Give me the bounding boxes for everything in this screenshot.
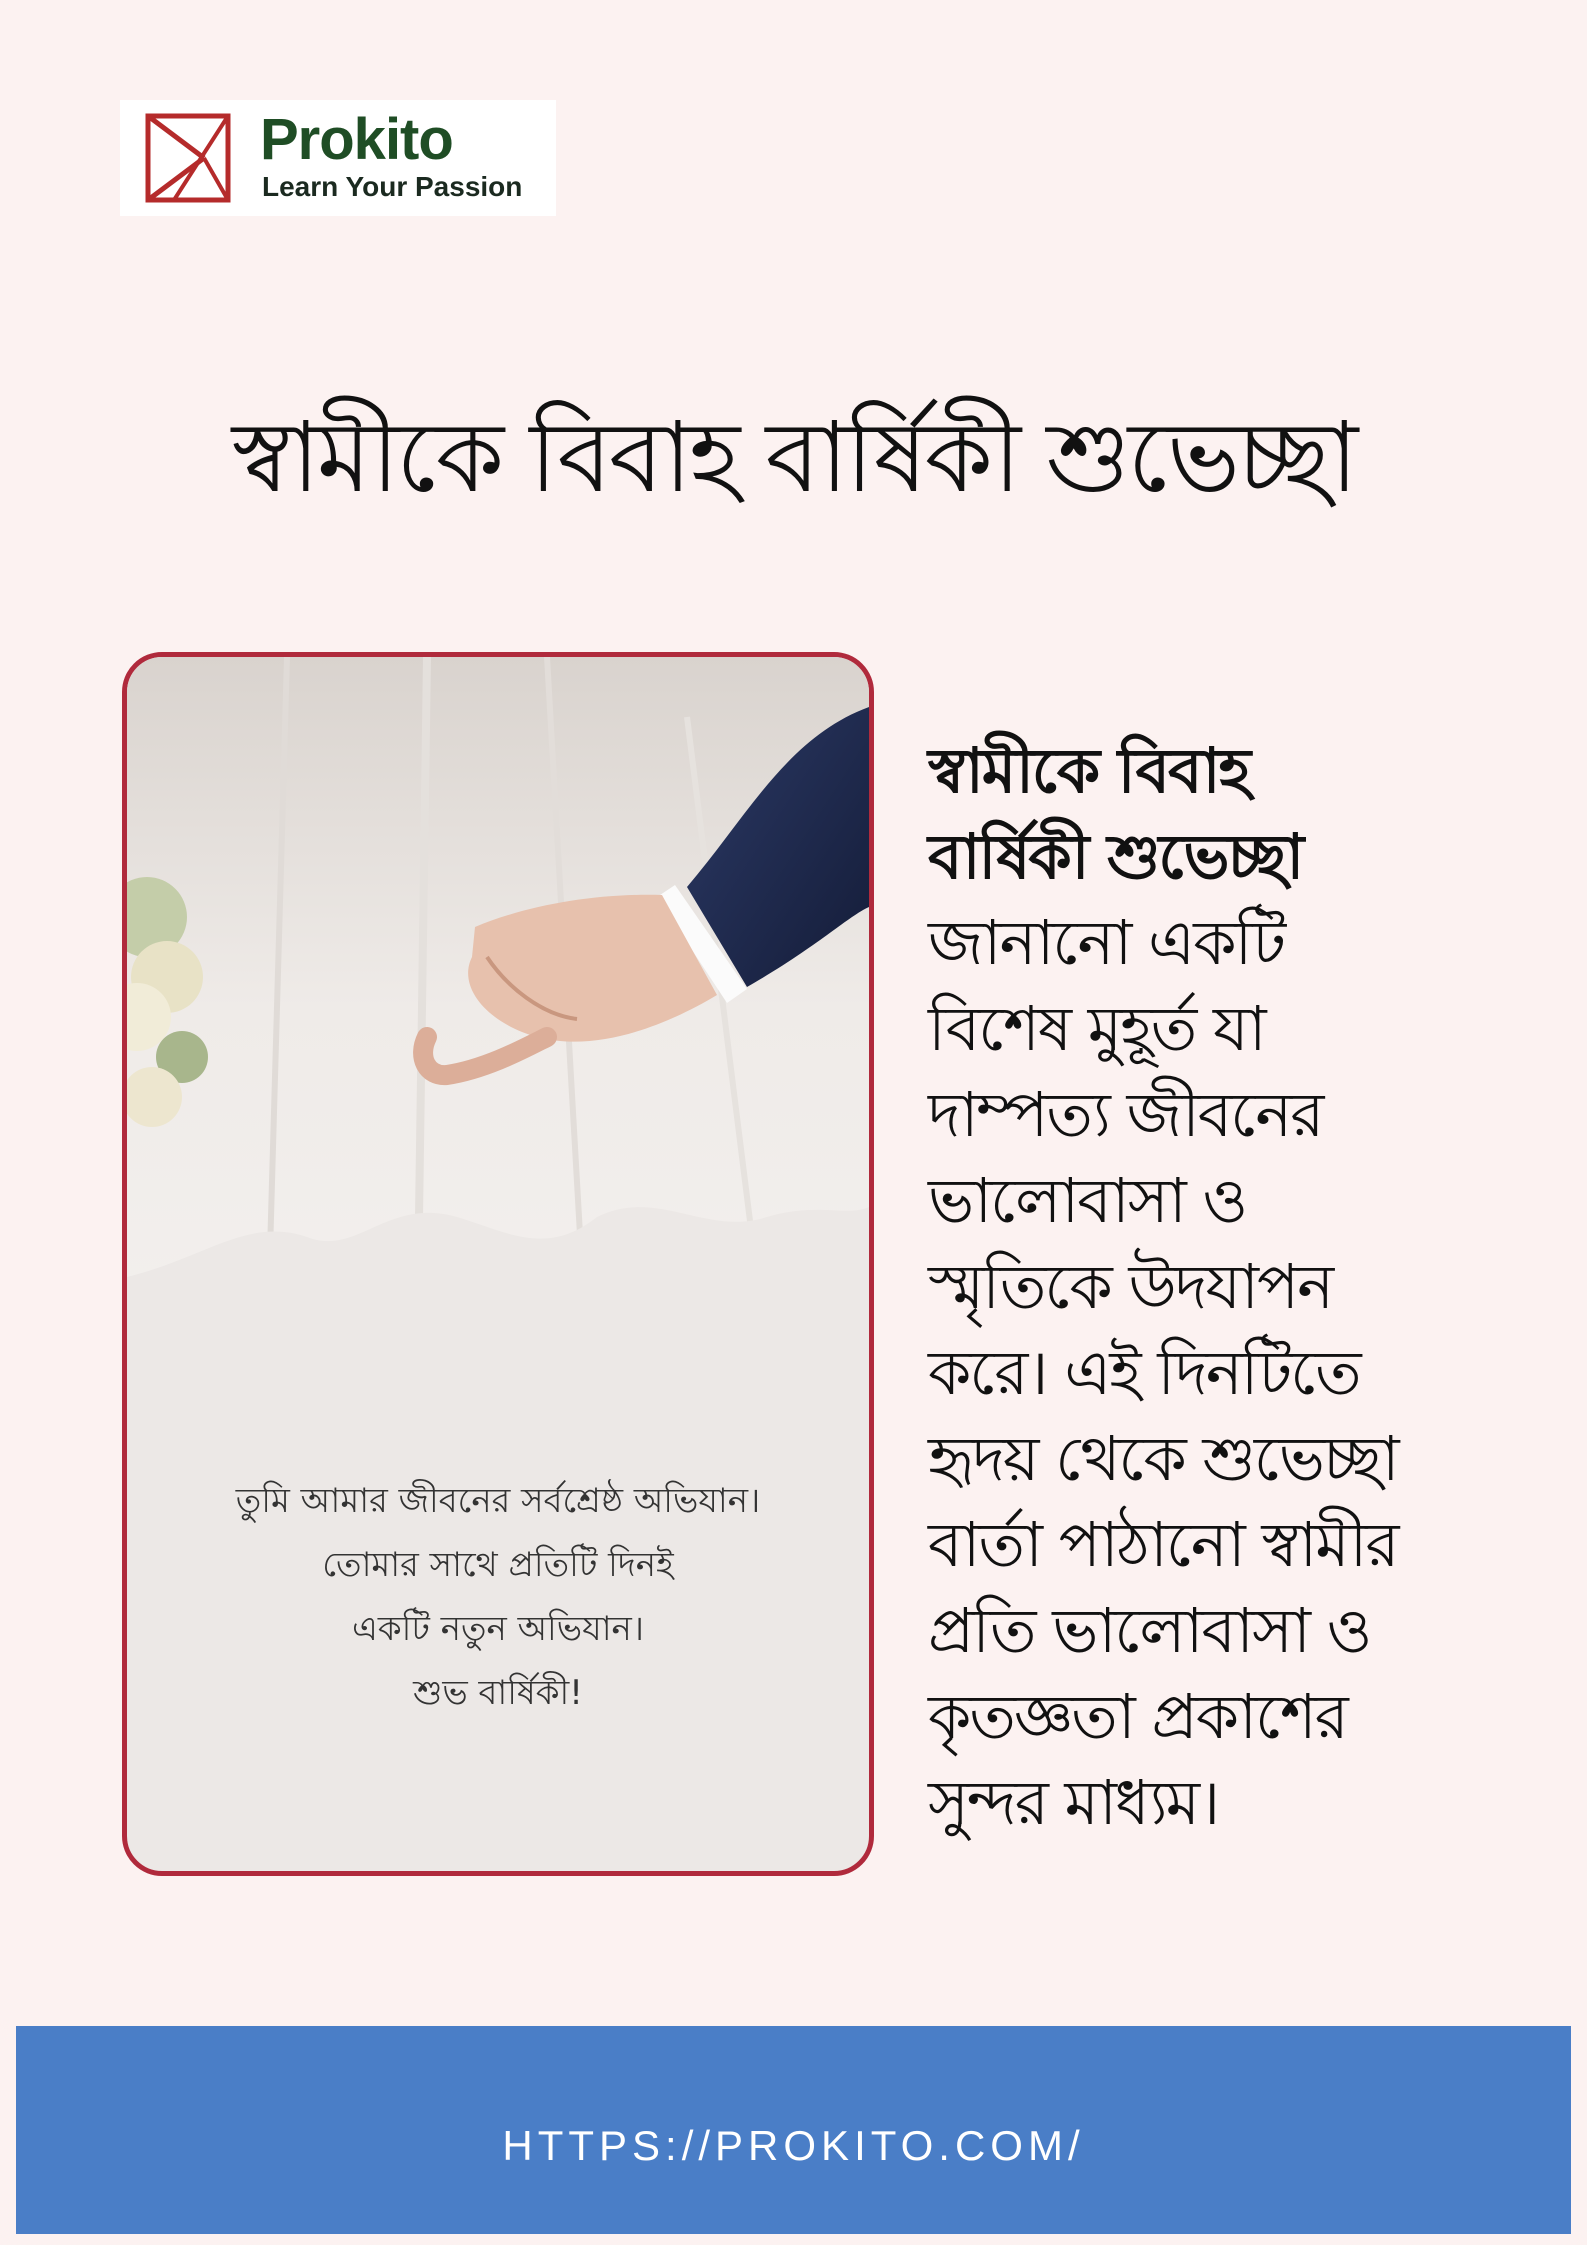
prokito-logo-icon xyxy=(144,110,234,206)
description-line: কৃতজ্ঞতা প্রকাশের xyxy=(928,1680,1347,1753)
footer-bar xyxy=(16,2026,1571,2234)
quote-card xyxy=(122,652,874,1876)
quote-line: একটি নতুন অভিযান। xyxy=(351,1609,645,1649)
description-line: বিশেষ মুহূর্ত যা xyxy=(928,992,1265,1065)
description-line: ভালোবাসা ও xyxy=(928,1164,1247,1237)
description-line: প্রতি ভালোবাসা ও xyxy=(928,1594,1371,1667)
description-line: জানানো একটি xyxy=(928,906,1285,979)
logo-tagline: Learn Your Passion xyxy=(262,171,523,202)
description-line: বার্তা পাঠানো স্বামীর xyxy=(928,1508,1398,1581)
website-link[interactable]: HTTPS://PROKITO.COM/ xyxy=(502,2122,1085,2169)
quote-line: শুভ বার্ষিকী! xyxy=(413,1673,583,1713)
prokito-logo xyxy=(120,100,556,216)
description-bold-line: বার্ষিকী শুভেচ্ছা xyxy=(928,820,1303,893)
wedding-couple-holding-hands-image xyxy=(127,657,869,1357)
anniversary-quote xyxy=(127,1469,869,1725)
description-text xyxy=(928,728,1568,1846)
description-line: করে। এই দিনটিতে xyxy=(928,1336,1360,1409)
logo-name: Prokito xyxy=(260,107,453,172)
description-line: হৃদয় থেকে শুভেচ্ছা xyxy=(928,1422,1398,1495)
description-line: সুন্দর মাধ্যম। xyxy=(928,1766,1219,1839)
quote-line: তুমি আমার জীবনের সর্বশ্রেষ্ঠ অভিযান। xyxy=(235,1481,761,1521)
description-line: দাম্পত্য জীবনের xyxy=(928,1078,1323,1151)
page-title: স্বামীকে বিবাহ বার্ষিকী শুভেচ্ছা xyxy=(231,401,1356,515)
description-bold-line: স্বামীকে বিবাহ xyxy=(928,734,1250,807)
quote-line: তোমার সাথে প্রতিটি দিনই xyxy=(322,1545,674,1585)
description-line: স্মৃতিকে উদযাপন xyxy=(928,1250,1333,1323)
